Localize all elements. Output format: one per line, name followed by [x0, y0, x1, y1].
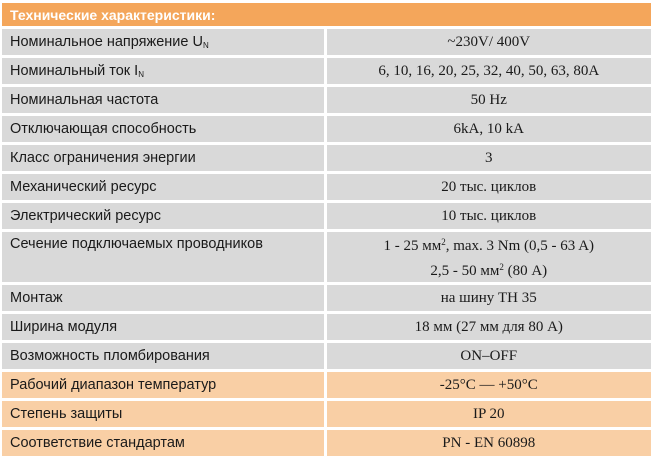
- table-row: [2, 29, 651, 58]
- row-value: на шину ТН 35: [327, 285, 652, 314]
- label-subscript: N: [138, 70, 144, 79]
- row-value: ON–OFF: [327, 343, 652, 372]
- table-row: [2, 58, 651, 87]
- table-row: [2, 430, 651, 459]
- row-value: 18 мм (27 мм для 80 A): [327, 314, 652, 343]
- row-label: Ширина модуля: [2, 314, 327, 343]
- table-row: [2, 87, 651, 116]
- row-value: 10 тыс. циклов: [327, 203, 652, 232]
- row-label: Рабочий диапазон температур: [2, 372, 327, 401]
- row-value: [327, 232, 652, 285]
- table-header-row: [2, 3, 651, 29]
- row-value: ~230V/ 400V: [327, 29, 652, 58]
- row-label: Номинальная частота: [2, 87, 327, 116]
- row-value: 50 Hz: [327, 87, 652, 116]
- row-value: -25°C — +50°C: [327, 372, 652, 401]
- row-value: IP 20: [327, 401, 652, 430]
- table-row: [2, 372, 651, 401]
- table-row: [2, 145, 651, 174]
- table-row: [2, 314, 651, 343]
- table-row: [2, 174, 651, 203]
- row-value: 3: [327, 145, 652, 174]
- table-row: [2, 116, 651, 145]
- row-label: Отключающая способность: [2, 116, 327, 145]
- table-row: [2, 285, 651, 314]
- table-row: [2, 343, 651, 372]
- value-line-1: 1 - 25 $мм^2$, max. 3 Nm (0,5 - 63 A): [383, 237, 595, 254]
- row-label: Степень защиты: [2, 401, 327, 430]
- row-value: 20 тыс. циклов: [327, 174, 652, 203]
- row-value: 6, 10, 16, 20, 25, 32, 40, 50, 63, 80A: [327, 58, 652, 87]
- row-label: Номинальное напряжение $U_N$: [2, 29, 327, 58]
- label-subscript: N: [202, 41, 209, 50]
- table-row: [2, 232, 651, 285]
- row-label: Сечение подключаемых проводников: [2, 232, 327, 285]
- row-value: 6kA, 10 kA: [327, 116, 652, 145]
- row-label: Монтаж: [2, 285, 327, 314]
- row-value: PN - EN 60898: [327, 430, 652, 459]
- table-row: [2, 203, 651, 232]
- table-title: Технические характеристики:: [2, 3, 651, 29]
- row-label: Возможность пломбирования: [2, 343, 327, 372]
- row-label: Электрический ресурс: [2, 203, 327, 232]
- specifications-table: [2, 3, 651, 459]
- row-label: Механический ресурс: [2, 174, 327, 203]
- row-label: Соответствие стандартам: [2, 430, 327, 459]
- row-label: Класс ограничения энергии: [2, 145, 327, 174]
- value-line-2: 2,5 - 50 $мм^2$ (80 A): [430, 262, 548, 279]
- table-row: [2, 401, 651, 430]
- row-label: Номинальный ток $I_N$: [2, 58, 327, 87]
